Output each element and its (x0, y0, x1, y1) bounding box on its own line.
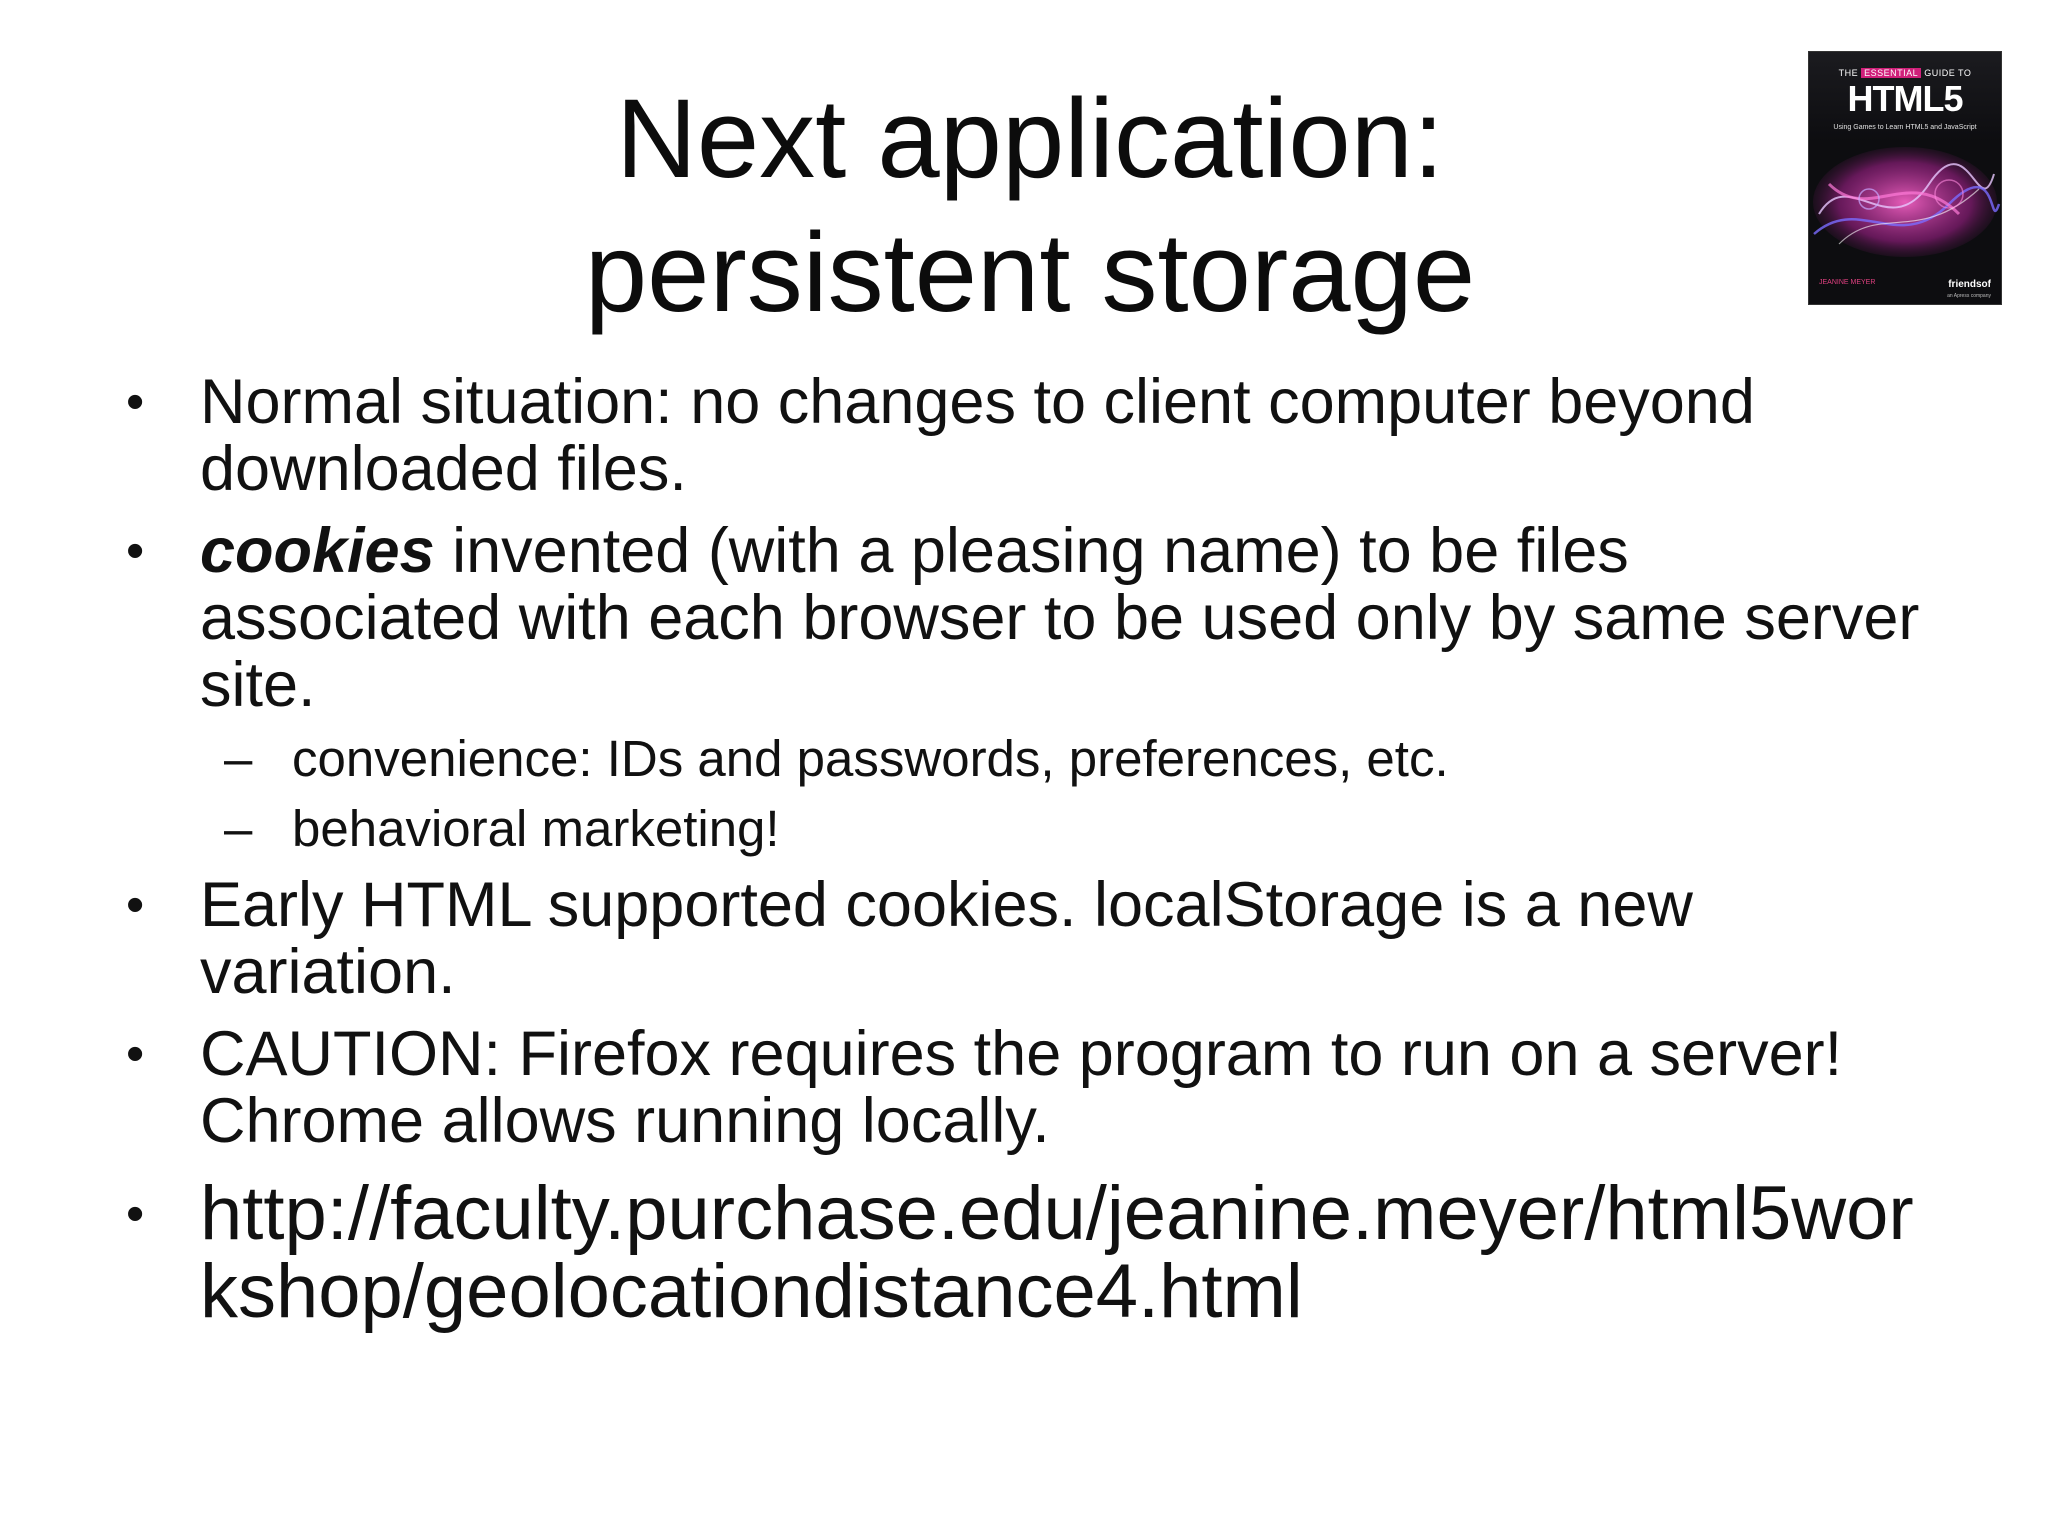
cover-tagline-suffix: GUIDE TO (1924, 68, 1972, 78)
bullet-item-caution (126, 1019, 1920, 1156)
bullet-icon: • (126, 373, 145, 431)
bullet-item-early-html (126, 870, 1920, 1007)
bullet-icon: • (126, 1185, 145, 1243)
bullet-icon: • (126, 522, 145, 580)
sub-bullet-behavioral-marketing (224, 799, 1892, 859)
slide-title-line-1: Next application: (615, 76, 1445, 201)
slide-title-line-2: persistent storage (584, 210, 1476, 335)
dash-icon: – (224, 800, 253, 857)
bullet-url-text: http://faculty.purchase.edu/jeanine.meyer/html5workshop/geolocationdistance4.html (200, 1171, 1914, 1334)
dash-icon: – (224, 730, 253, 787)
bullet-text: invented (with a pleasing name) to be files associated with each browser to be used only by same server site. (200, 516, 1920, 720)
cover-tagline-highlight: ESSENTIAL (1861, 68, 1921, 78)
bullet-icon: • (126, 1025, 145, 1083)
bullet-text: Normal situation: no changes to client computer beyond downloaded files. (200, 367, 1755, 504)
bullet-item-cookies (126, 516, 1920, 720)
cover-publisher-logo: friendsof (1948, 279, 1991, 290)
bullet-emphasis-cookies: cookies (200, 516, 435, 586)
sub-bullet-text: convenience: IDs and passwords, preferences, etc. (292, 730, 1449, 787)
sub-bullet-text: behavioral marketing! (292, 800, 780, 857)
bullet-item-url (126, 1171, 1920, 1334)
bullet-text: Early HTML supported cookies. localStorage is a new variation. (200, 870, 1693, 1007)
cover-subtitle: Using Games to Learn HTML5 and JavaScript (1833, 124, 1977, 131)
bullet-icon: • (126, 876, 145, 934)
cover-author: JEANINE MEYER (1819, 279, 1876, 286)
bullet-text: CAUTION: Firefox requires the program to run on a server! Chrome allows running locally. (200, 1019, 1843, 1156)
cover-title: HTML5 (1847, 78, 1963, 119)
cover-publisher-subtitle: an Apress company (1947, 293, 1991, 299)
sub-bullet-convenience (224, 729, 1892, 789)
bullet-item-normal-situation (126, 367, 1920, 504)
cover-tagline-prefix: THE (1838, 68, 1859, 78)
